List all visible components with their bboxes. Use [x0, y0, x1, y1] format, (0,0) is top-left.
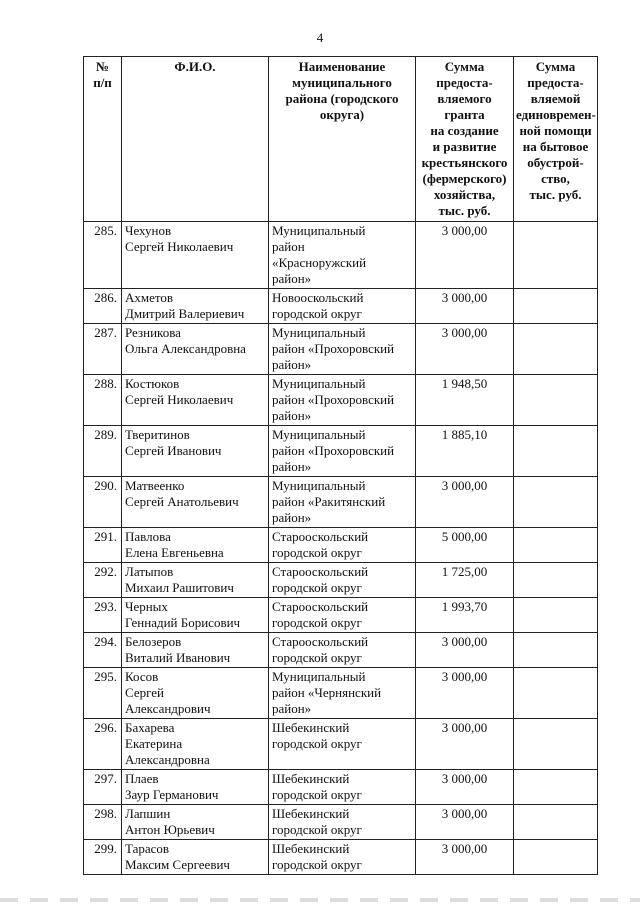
scan-edge-mark: [0, 898, 640, 902]
row-grant-sum: 3 000,00: [416, 840, 514, 875]
row-aid-sum: [514, 324, 598, 375]
table-row: [84, 426, 598, 477]
row-number: 299.: [84, 840, 122, 875]
row-aid-sum: [514, 770, 598, 805]
row-grant-sum: 3 000,00: [416, 668, 514, 719]
row-grant-sum: 1 725,00: [416, 563, 514, 598]
row-district: Муниципальный район «Ракитянский район»: [269, 477, 416, 528]
row-grant-sum: 3 000,00: [416, 719, 514, 770]
row-number: 285.: [84, 222, 122, 289]
row-grant-sum: 1 993,70: [416, 598, 514, 633]
table-row: [84, 375, 598, 426]
header-num: № п/п: [84, 57, 122, 222]
row-district: Новооскольский городской округ: [269, 289, 416, 324]
table-row: [84, 805, 598, 840]
row-aid-sum: [514, 840, 598, 875]
row-fio: Ахметов Дмитрий Валериевич: [122, 289, 269, 324]
row-fio: Латыпов Михаил Рашитович: [122, 563, 269, 598]
row-fio: Бахарева Екатерина Александровна: [122, 719, 269, 770]
row-fio: Павлова Елена Евгеньевна: [122, 528, 269, 563]
header-aid-sum: Сумма предоста- вляемой единовремен- ной помощи на бытовое обустрой- ство, тыс. руб.: [514, 57, 598, 222]
header-district: Наименование муниципального района (городского округа): [269, 57, 416, 222]
row-aid-sum: [514, 563, 598, 598]
row-number: 289.: [84, 426, 122, 477]
row-fio: Тверитинов Сергей Иванович: [122, 426, 269, 477]
table-row: [84, 668, 598, 719]
row-grant-sum: 3 000,00: [416, 289, 514, 324]
row-number: 287.: [84, 324, 122, 375]
grant-table: [83, 56, 598, 875]
row-district: Старооскольский городской округ: [269, 563, 416, 598]
row-district: Муниципальный район «Прохоровский район»: [269, 426, 416, 477]
row-number: 286.: [84, 289, 122, 324]
row-aid-sum: [514, 375, 598, 426]
row-grant-sum: 3 000,00: [416, 222, 514, 289]
row-district: Шебекинский городской округ: [269, 719, 416, 770]
header-grant-sum: Сумма предоста- вляемого гранта на создание и развитие крестьянского (фермерского) хозяйства, тыс. руб.: [416, 57, 514, 222]
row-aid-sum: [514, 222, 598, 289]
table-row: [84, 222, 598, 289]
row-grant-sum: 1 948,50: [416, 375, 514, 426]
row-aid-sum: [514, 426, 598, 477]
table-row: [84, 840, 598, 875]
row-aid-sum: [514, 668, 598, 719]
table-row: [84, 289, 598, 324]
row-aid-sum: [514, 633, 598, 668]
row-fio: Тарасов Максим Сергеевич: [122, 840, 269, 875]
table-header-row: [84, 57, 598, 222]
row-grant-sum: 3 000,00: [416, 633, 514, 668]
row-fio: Черных Геннадий Борисович: [122, 598, 269, 633]
table-row: [84, 598, 598, 633]
row-district: Старооскольский городской округ: [269, 528, 416, 563]
row-fio: Чехунов Сергей Николаевич: [122, 222, 269, 289]
row-number: 297.: [84, 770, 122, 805]
row-grant-sum: 3 000,00: [416, 770, 514, 805]
row-aid-sum: [514, 719, 598, 770]
page-number: 4: [316, 30, 324, 45]
row-number: 295.: [84, 668, 122, 719]
row-number: 298.: [84, 805, 122, 840]
row-district: Старооскольский городской округ: [269, 598, 416, 633]
row-number: 288.: [84, 375, 122, 426]
row-number: 293.: [84, 598, 122, 633]
row-aid-sum: [514, 805, 598, 840]
row-fio: Лапшин Антон Юрьевич: [122, 805, 269, 840]
table-row: [84, 719, 598, 770]
row-aid-sum: [514, 477, 598, 528]
table-body: [84, 222, 598, 875]
table-row: [84, 324, 598, 375]
row-district: Муниципальный район «Прохоровский район»: [269, 375, 416, 426]
row-district: Муниципальный район «Чернянский район»: [269, 668, 416, 719]
row-number: 291.: [84, 528, 122, 563]
row-district: Шебекинский городской округ: [269, 770, 416, 805]
row-aid-sum: [514, 289, 598, 324]
row-fio: Матвеенко Сергей Анатольевич: [122, 477, 269, 528]
row-district: Шебекинский городской округ: [269, 840, 416, 875]
row-number: 296.: [84, 719, 122, 770]
row-number: 290.: [84, 477, 122, 528]
row-aid-sum: [514, 598, 598, 633]
row-district: Шебекинский городской округ: [269, 805, 416, 840]
row-district: Старооскольский городской округ: [269, 633, 416, 668]
row-grant-sum: 3 000,00: [416, 477, 514, 528]
header-fio: Ф.И.О.: [122, 57, 269, 222]
row-grant-sum: 5 000,00: [416, 528, 514, 563]
row-number: 294.: [84, 633, 122, 668]
row-fio: Резникова Ольга Александровна: [122, 324, 269, 375]
table-row: [84, 633, 598, 668]
row-grant-sum: 1 885,10: [416, 426, 514, 477]
row-district: Муниципальный район «Красноружский район»: [269, 222, 416, 289]
table-row: [84, 770, 598, 805]
row-fio: Костюков Сергей Николаевич: [122, 375, 269, 426]
row-number: 292.: [84, 563, 122, 598]
row-district: Муниципальный район «Прохоровский район»: [269, 324, 416, 375]
row-grant-sum: 3 000,00: [416, 324, 514, 375]
table-row: [84, 477, 598, 528]
row-fio: Белозеров Виталий Иванович: [122, 633, 269, 668]
table-row: [84, 563, 598, 598]
table-row: [84, 528, 598, 563]
row-aid-sum: [514, 528, 598, 563]
row-grant-sum: 3 000,00: [416, 805, 514, 840]
row-fio: Косов Сергей Александрович: [122, 668, 269, 719]
row-fio: Плаев Заур Германович: [122, 770, 269, 805]
